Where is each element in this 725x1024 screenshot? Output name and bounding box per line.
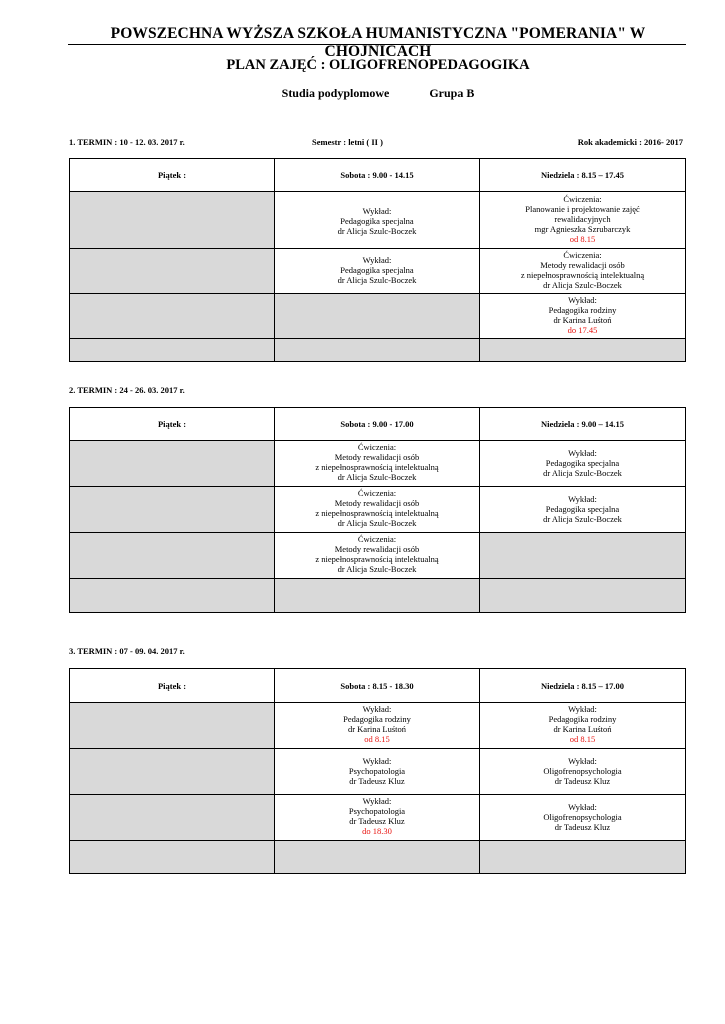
saturday-class-cell bbox=[275, 192, 480, 249]
friday-empty-cell bbox=[70, 249, 275, 294]
friday-empty-cell bbox=[70, 749, 275, 795]
friday-empty-cell bbox=[70, 441, 275, 487]
table-row bbox=[70, 339, 686, 362]
study-type: Studia podyplomowe bbox=[281, 86, 390, 100]
saturday-class-cell bbox=[275, 703, 480, 749]
class-lecturer: dr Alicja Szulc-Boczek bbox=[337, 226, 417, 236]
class-lecturer: dr Tadeusz Kluz bbox=[349, 816, 405, 826]
class-lecturer: dr Karina Luśtoń bbox=[553, 315, 612, 325]
subtitle bbox=[68, 86, 688, 101]
table-header-row bbox=[70, 669, 686, 703]
table-row bbox=[70, 533, 686, 579]
column-header-saturday: Sobota : 9.00 - 17.00 bbox=[275, 408, 480, 441]
class-type: Wykład: bbox=[362, 206, 392, 216]
class-type: Ćwiczenia: bbox=[357, 534, 397, 544]
friday-empty-cell bbox=[70, 487, 275, 533]
semester-label: Semestr : letni ( II ) bbox=[312, 137, 383, 147]
class-type: Ćwiczenia: bbox=[357, 442, 397, 452]
class-time-note: od 8.15 bbox=[364, 734, 390, 744]
class-subject: rewalidacyjnych bbox=[554, 214, 611, 224]
friday-empty-cell bbox=[70, 795, 275, 841]
term-3-info bbox=[69, 646, 683, 658]
friday-empty-cell bbox=[70, 841, 275, 874]
class-time-note: do 18.30 bbox=[362, 826, 392, 836]
class-lecturer: dr Alicja Szulc-Boczek bbox=[337, 518, 417, 528]
class-subject: Psychopatologia bbox=[348, 766, 406, 776]
term-1-label: 1. TERMIN : 10 - 12. 03. 2017 r. bbox=[69, 137, 185, 147]
class-type: Wykład: bbox=[362, 255, 392, 265]
class-lecturer: dr Karina Luśtoń bbox=[347, 724, 407, 734]
column-header-sunday: Niedziela : 8.15 – 17.00 bbox=[480, 669, 686, 703]
class-subject: z niepełnosprawnością intelektualną bbox=[315, 554, 439, 564]
class-type: Wykład: bbox=[362, 704, 392, 714]
table-row bbox=[70, 703, 686, 749]
class-subject: Metody rewalidacji osób bbox=[334, 452, 420, 462]
class-subject: Pedagogika rodziny bbox=[343, 714, 411, 724]
sunday-class-cell bbox=[480, 294, 686, 339]
saturday-class-cell bbox=[275, 441, 480, 487]
class-time-note: od 8.15 bbox=[569, 234, 596, 244]
class-lecturer: dr Alicja Szulc-Boczek bbox=[543, 280, 622, 290]
saturday-class-cell bbox=[275, 249, 480, 294]
header-divider bbox=[68, 44, 686, 45]
term-2-label: 2. TERMIN : 24 - 26. 03. 2017 r. bbox=[69, 385, 185, 395]
saturday-empty-cell bbox=[275, 841, 480, 874]
column-header-saturday: Sobota : 8.15 - 18.30 bbox=[275, 669, 480, 703]
class-type: Wykład: bbox=[568, 448, 597, 458]
class-type: Wykład: bbox=[362, 756, 392, 766]
sunday-class-cell bbox=[480, 749, 686, 795]
table-row bbox=[70, 487, 686, 533]
class-subject: z niepełnosprawnością intelektualną bbox=[315, 508, 439, 518]
sunday-empty-cell bbox=[480, 841, 686, 874]
column-header-friday: Piątek : bbox=[70, 408, 275, 441]
class-lecturer: dr Tadeusz Kluz bbox=[349, 776, 405, 786]
sunday-empty-cell bbox=[480, 533, 686, 579]
column-header-sunday: Niedziela : 8.15 – 17.45 bbox=[480, 159, 686, 192]
academic-year-label: Rok akademicki : 2016- 2017 bbox=[577, 137, 683, 147]
column-header-saturday: Sobota : 9.00 - 14.15 bbox=[275, 159, 480, 192]
saturday-class-cell bbox=[275, 749, 480, 795]
class-lecturer: dr Alicja Szulc-Boczek bbox=[543, 468, 622, 478]
class-subject: z niepełnosprawnością intelektualną bbox=[520, 270, 645, 280]
table-row bbox=[70, 441, 686, 487]
table-row bbox=[70, 841, 686, 874]
table-row bbox=[70, 795, 686, 841]
term-3-schedule-table bbox=[69, 668, 686, 874]
class-subject: Planowanie i projektowanie zajęć bbox=[525, 204, 640, 214]
friday-empty-cell bbox=[70, 339, 275, 362]
class-lecturer: dr Karina Luśtoń bbox=[553, 724, 612, 734]
class-subject: Oligofrenopsychologia bbox=[543, 812, 622, 822]
class-lecturer: dr Tadeusz Kluz bbox=[554, 822, 611, 832]
class-lecturer: dr Alicja Szulc-Boczek bbox=[337, 275, 417, 285]
class-subject: Metody rewalidacji osób bbox=[334, 498, 420, 508]
sunday-empty-cell bbox=[480, 339, 686, 362]
friday-empty-cell bbox=[70, 703, 275, 749]
class-type: Ćwiczenia: bbox=[357, 488, 397, 498]
saturday-class-cell bbox=[275, 533, 480, 579]
table-header-row bbox=[70, 408, 686, 441]
sunday-class-cell bbox=[480, 249, 686, 294]
column-header-sunday: Niedziela : 9.00 – 14.15 bbox=[480, 408, 686, 441]
saturday-empty-cell bbox=[275, 579, 480, 613]
class-type: Wykład: bbox=[568, 756, 597, 766]
friday-empty-cell bbox=[70, 579, 275, 613]
friday-empty-cell bbox=[70, 294, 275, 339]
class-lecturer: dr Alicja Szulc-Boczek bbox=[543, 514, 622, 524]
plan-title: PLAN ZAJĘĆ : OLIGOFRENOPEDAGOGIKA bbox=[226, 57, 530, 73]
term-3-label: 3. TERMIN : 07 - 09. 04. 2017 r. bbox=[69, 646, 185, 656]
friday-empty-cell bbox=[70, 533, 275, 579]
term-1-schedule-table bbox=[69, 158, 686, 362]
saturday-class-cell bbox=[275, 487, 480, 533]
class-subject: Metody rewalidacji osób bbox=[334, 544, 420, 554]
class-type: Wykład: bbox=[568, 704, 597, 714]
table-row bbox=[70, 192, 686, 249]
sunday-class-cell bbox=[480, 487, 686, 533]
saturday-empty-cell bbox=[275, 294, 480, 339]
class-type: Wykład: bbox=[362, 796, 392, 806]
class-time-note: do 17.45 bbox=[567, 325, 598, 335]
sunday-class-cell bbox=[480, 703, 686, 749]
sunday-class-cell bbox=[480, 192, 686, 249]
sunday-class-cell bbox=[480, 795, 686, 841]
class-type: Ćwiczenia: bbox=[563, 250, 602, 260]
friday-empty-cell bbox=[70, 192, 275, 249]
term-1-info bbox=[69, 137, 683, 149]
class-subject: Pedagogika specjalna bbox=[545, 458, 620, 468]
class-time-note: od 8.15 bbox=[569, 734, 596, 744]
class-type: Wykład: bbox=[568, 802, 597, 812]
table-row bbox=[70, 579, 686, 613]
table-row bbox=[70, 249, 686, 294]
class-lecturer: dr Alicja Szulc-Boczek bbox=[337, 564, 417, 574]
sunday-class-cell bbox=[480, 441, 686, 487]
class-subject: Psychopatologia bbox=[348, 806, 406, 816]
class-subject: Metody rewalidacji osób bbox=[540, 260, 625, 270]
saturday-class-cell bbox=[275, 795, 480, 841]
class-type: Wykład: bbox=[568, 494, 597, 504]
class-subject: Pedagogika specjalna bbox=[545, 504, 620, 514]
column-header-friday: Piątek : bbox=[70, 669, 275, 703]
class-subject: Oligofrenopsychologia bbox=[543, 766, 622, 776]
class-type: Wykład: bbox=[568, 295, 597, 305]
sunday-empty-cell bbox=[480, 579, 686, 613]
table-row bbox=[70, 749, 686, 795]
class-subject: Pedagogika rodziny bbox=[548, 714, 617, 724]
class-lecturer: dr Tadeusz Kluz bbox=[554, 776, 611, 786]
table-row bbox=[70, 294, 686, 339]
class-type: Ćwiczenia: bbox=[563, 194, 602, 204]
class-lecturer: mgr Agnieszka Szrubarczyk bbox=[534, 224, 631, 234]
class-lecturer: dr Alicja Szulc-Boczek bbox=[337, 472, 417, 482]
table-header-row bbox=[70, 159, 686, 192]
class-subject: Pedagogika rodziny bbox=[548, 305, 617, 315]
institution-name: POWSZECHNA WYŻSZA SZKOŁA HUMANISTYCZNA "POMERANIA" W CHOJNICACH bbox=[110, 25, 646, 60]
class-subject: Pedagogika specjalna bbox=[340, 216, 414, 226]
term-2-schedule-table bbox=[69, 407, 686, 613]
class-subject: Pedagogika specjalna bbox=[340, 265, 414, 275]
saturday-empty-cell bbox=[275, 339, 480, 362]
class-subject: z niepełnosprawnością intelektualną bbox=[315, 462, 439, 472]
column-header-friday: Piątek : bbox=[70, 159, 275, 192]
term-2-info bbox=[69, 385, 683, 397]
group-label: Grupa B bbox=[429, 86, 475, 100]
